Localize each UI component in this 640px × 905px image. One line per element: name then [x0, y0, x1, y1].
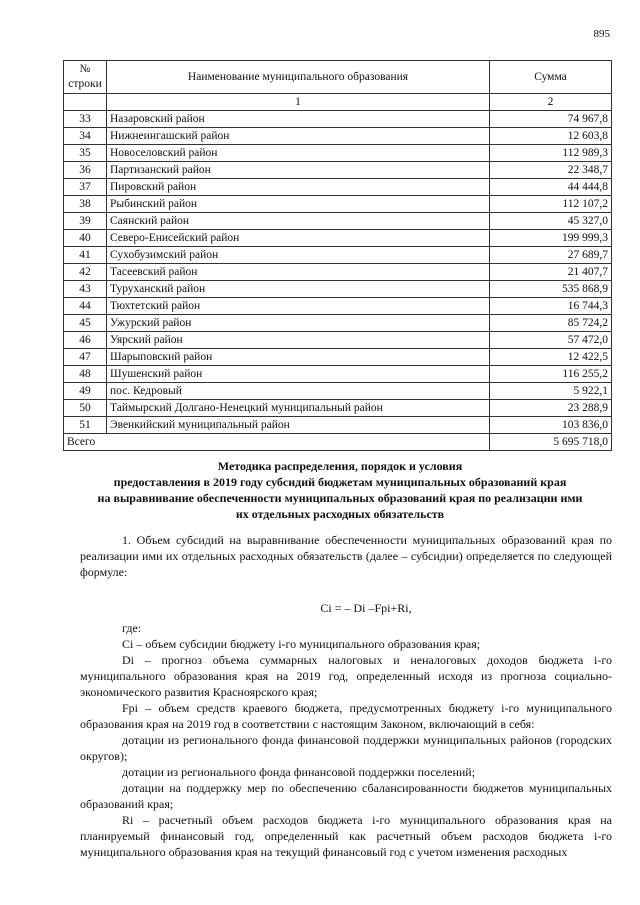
table-row [64, 281, 612, 298]
municipality-name: Северо-Енисейский район [107, 230, 490, 247]
table-row [64, 400, 612, 417]
title-line: на выравнивание обеспеченности муниципальных образований края по реализации ими [97, 491, 583, 505]
row-number: 41 [64, 247, 107, 264]
municipality-name: Ужурский район [107, 315, 490, 332]
row-number: 46 [64, 332, 107, 349]
sum-value: 103 836,0 [490, 417, 612, 434]
table-row [64, 196, 612, 213]
table-row [64, 298, 612, 315]
subsidy-table [63, 60, 612, 451]
table-row [64, 247, 612, 264]
table-row [64, 230, 612, 247]
sum-value: 12 603,8 [490, 128, 612, 145]
col-number-1: 1 [107, 94, 490, 111]
municipality-name: Новоселовский район [107, 145, 490, 162]
header-row-number: № строки [64, 61, 107, 94]
row-number: 48 [64, 366, 107, 383]
table-header-row [64, 61, 612, 94]
row-number: 38 [64, 196, 107, 213]
sum-value: 21 407,7 [490, 264, 612, 281]
col-number-0 [64, 94, 107, 111]
municipality-name: Рыбинский район [107, 196, 490, 213]
municipality-name: Сухобузимский район [107, 247, 490, 264]
definition-ci: Ci – объем субсидии бюджету i-го муниципального образования края; [122, 637, 481, 651]
row-number: 51 [64, 417, 107, 434]
total-row [64, 434, 612, 451]
table-row [64, 349, 612, 366]
definition-fpi: Fpi – объем средств краевого бюджета, предусмотренных бюджету i-го муниципального образования края на 2019 год в соответствии с настоящим Законом, включающий в себя: [80, 701, 612, 731]
methodology-title [70, 458, 610, 522]
formula: Ci = – Di –Fpi+Ri, [320, 601, 412, 615]
fpi-item-3: дотации на поддержку мер по обеспечению сбалансированности бюджетов муниципальных образований края; [80, 781, 612, 811]
sum-value: 199 999,3 [490, 230, 612, 247]
sum-value: 85 724,2 [490, 315, 612, 332]
row-number: 50 [64, 400, 107, 417]
table-row [64, 145, 612, 162]
sum-value: 57 472,0 [490, 332, 612, 349]
total-sum: 5 695 718,0 [490, 434, 612, 451]
row-number: 49 [64, 383, 107, 400]
table-row [64, 315, 612, 332]
table-row [64, 383, 612, 400]
row-number: 39 [64, 213, 107, 230]
where-label: где: [122, 621, 142, 635]
municipality-name: пос. Кедровый [107, 383, 490, 400]
municipality-name: Назаровский район [107, 111, 490, 128]
sum-value: 112 107,2 [490, 196, 612, 213]
municipality-name: Шарыповский район [107, 349, 490, 366]
row-number: 34 [64, 128, 107, 145]
sum-value: 45 327,0 [490, 213, 612, 230]
sum-value: 74 967,8 [490, 111, 612, 128]
table-row [64, 264, 612, 281]
sum-value: 27 689,7 [490, 247, 612, 264]
sum-value: 112 989,3 [490, 145, 612, 162]
row-number: 44 [64, 298, 107, 315]
row-number: 36 [64, 162, 107, 179]
municipality-name: Нижнеингашский район [107, 128, 490, 145]
municipality-name: Тасеевский район [107, 264, 490, 281]
sum-value: 16 744,3 [490, 298, 612, 315]
municipality-name: Туруханский район [107, 281, 490, 298]
page-number: 895 [593, 28, 610, 40]
table-row [64, 417, 612, 434]
municipality-name: Шушенский район [107, 366, 490, 383]
row-number: 33 [64, 111, 107, 128]
municipality-name: Тюхтетский район [107, 298, 490, 315]
total-label: Всего [64, 434, 490, 451]
table-row [64, 162, 612, 179]
row-number: 35 [64, 145, 107, 162]
title-line: предоставления в 2019 году субсидий бюджетам муниципальных образований края [113, 475, 567, 489]
row-number: 40 [64, 230, 107, 247]
definition-di: Di – прогноз объема суммарных налоговых и неналоговых доходов бюджета i-го муниципального образования края на 2019 год, определенный исходя из прогноза социально-экономического развития Красноярского края; [80, 653, 612, 699]
municipality-name: Пировский район [107, 179, 490, 196]
col-number-2: 2 [490, 94, 612, 111]
sum-value: 535 868,9 [490, 281, 612, 298]
table-row [64, 332, 612, 349]
sum-value: 44 444,8 [490, 179, 612, 196]
table-row [64, 111, 612, 128]
sum-value: 116 255,2 [490, 366, 612, 383]
fpi-item-2: дотации из регионального фонда финансовой поддержки поселений; [122, 765, 476, 779]
title-line: Методика распределения, порядок и условия [217, 459, 463, 473]
table-row [64, 366, 612, 383]
municipality-name: Партизанский район [107, 162, 490, 179]
header-sum: Сумма [490, 61, 612, 94]
municipality-name: Таймырский Долгано-Ненецкий муниципальный район [107, 400, 490, 417]
municipality-name: Уярский район [107, 332, 490, 349]
row-number: 47 [64, 349, 107, 366]
sum-value: 23 288,9 [490, 400, 612, 417]
definition-ri: Ri – расчетный объем расходов бюджета i-го муниципального образования края на планируемый финансовый год, определенный как расчетный объем расходов бюджета i-го муниципального образования края на текущий финансовый год с учетом изменения расходных [80, 813, 612, 859]
table-row [64, 213, 612, 230]
paragraph-1: 1. Объем субсидий на выравнивание обеспеченности муниципальных образований края по реализации ими их отдельных расходных обязательств (далее – субсидии) определяется по следующей формуле: [80, 533, 612, 579]
methodology-body [80, 532, 612, 860]
title-line: их отдельных расходных обязательств [235, 507, 445, 521]
sum-value: 22 348,7 [490, 162, 612, 179]
row-number: 43 [64, 281, 107, 298]
municipality-name: Саянский район [107, 213, 490, 230]
table-row [64, 128, 612, 145]
fpi-item-1: дотации из регионального фонда финансовой поддержки муниципальных районов (городских округов); [80, 733, 612, 763]
table-row [64, 179, 612, 196]
row-number: 42 [64, 264, 107, 281]
header-municipality: Наименование муниципального образования [107, 61, 490, 94]
row-number: 45 [64, 315, 107, 332]
column-number-row [64, 94, 612, 111]
municipality-name: Эвенкийский муниципальный район [107, 417, 490, 434]
row-number: 37 [64, 179, 107, 196]
sum-value: 12 422,5 [490, 349, 612, 366]
sum-value: 5 922,1 [490, 383, 612, 400]
